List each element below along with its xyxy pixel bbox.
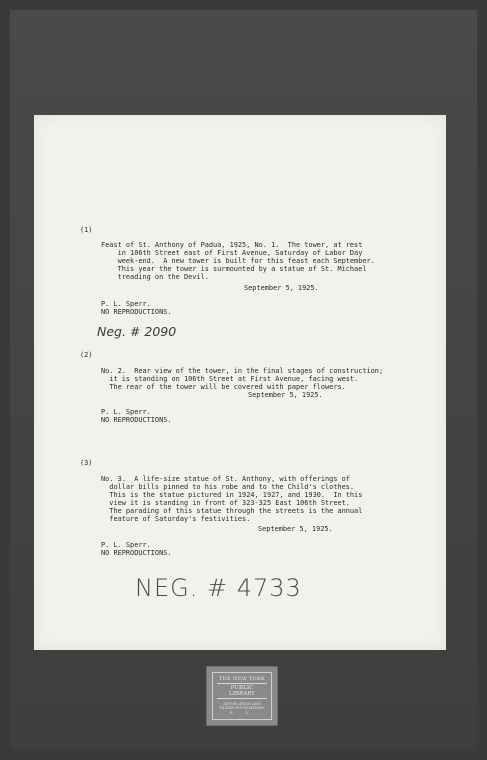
entry-1-number: (1): [80, 226, 93, 234]
entry-1-date: September 5, 1925.: [244, 284, 319, 292]
entry-3-body: No. 3. A life-size statue of St. Anthony, with offerings of dollar bills pinned to his robe and to the Child's clothes. This is the statue pictured in 1924, 1927, and 1930. In this view it is standing in front of 323-325 East 106th Street. The parading of this statue through the streets is the annual feature of Saturday's festivities.: [101, 475, 363, 524]
entry-2-number: (2): [80, 351, 93, 359]
entry-1-body: Feast of St. Anthony of Padua, 1925, No. 1. The tower, at rest in 106th Street east of First Avenue, Saturday of Labor Day week-end. A new tower is built for this feast each September. This year the tower is surmounted by a statue of St. Michael treading on the Devil.: [101, 241, 375, 282]
entry-2-date: September 5, 1925.: [248, 391, 323, 399]
entry-3-number: (3): [80, 459, 93, 467]
entry-1-credit: P. L. Sperr.: [101, 300, 151, 308]
entry-2-body: No. 2. Rear view of the tower, in the final stages of construction; it is standing on 106th Street at First Avenue, facing west. The rear of the tower will be covered with paper flowers.: [101, 367, 384, 392]
library-stamp-border: [212, 672, 272, 720]
entry-3-date: September 5, 1925.: [258, 525, 333, 533]
stamp-line-3: ASTOR LENOX AND: [223, 702, 261, 706]
stamp-line-4: TILDEN FOUNDATIONS: [219, 706, 265, 711]
entry-1-restriction: NO REPRODUCTIONS.: [101, 308, 172, 316]
stamp-line-5: R L: [229, 710, 255, 715]
stamp-line-1: THE NEW YORK: [218, 676, 266, 682]
handwritten-neg-number-large: NEG. # 4733: [135, 574, 302, 602]
handwritten-neg-number: Neg. # 2090: [97, 324, 177, 339]
stamp-line-2: PUBLIC LIBRARY: [217, 683, 267, 699]
entry-2-credit: P. L. Sperr.: [101, 408, 151, 416]
entry-3-credit: P. L. Sperr.: [101, 541, 151, 549]
entry-2-restriction: NO REPRODUCTIONS.: [101, 416, 172, 424]
entry-3-restriction: NO REPRODUCTIONS.: [101, 549, 172, 557]
library-stamp: [206, 666, 278, 726]
